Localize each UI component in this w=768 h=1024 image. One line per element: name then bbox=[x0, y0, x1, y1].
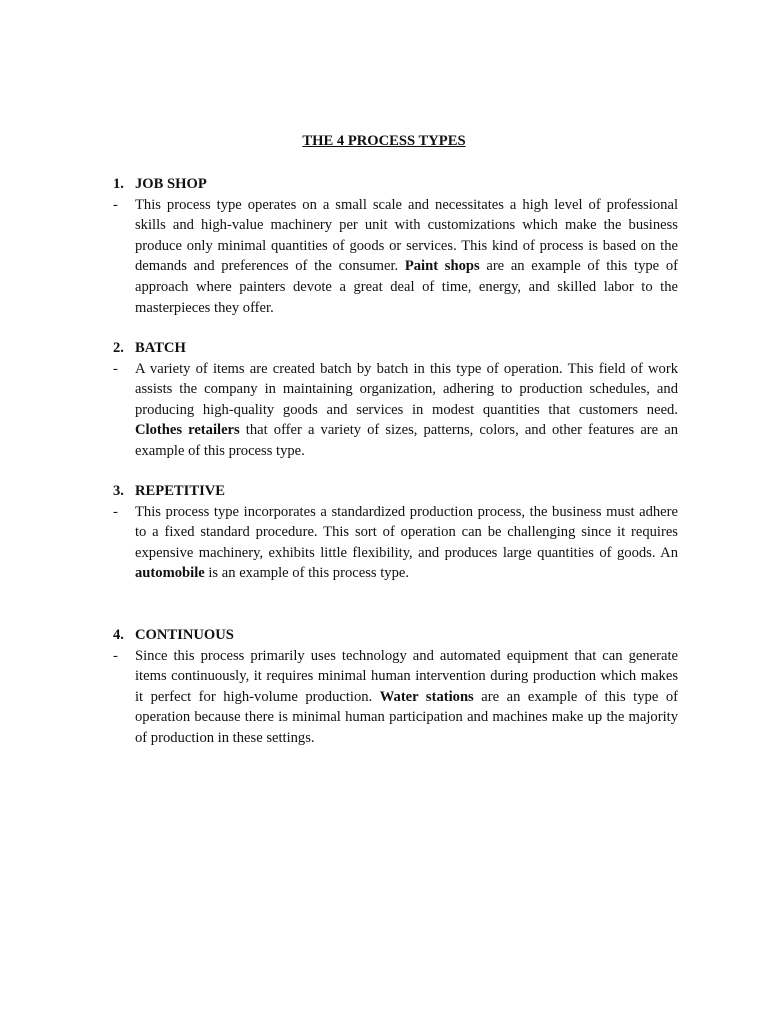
section-heading bbox=[113, 174, 678, 195]
paragraph-bold-term: Clothes retailers bbox=[135, 422, 240, 439]
paragraph-text: is an example of this process type. bbox=[204, 565, 409, 582]
section-paragraph bbox=[135, 502, 678, 584]
section-job-shop bbox=[113, 174, 678, 318]
section-body bbox=[113, 646, 678, 749]
section-number: 1. bbox=[113, 176, 124, 192]
section-paragraph bbox=[135, 359, 678, 462]
paragraph-text: that offer a variety of sizes, patterns, colors, and other features are an example of this process type. bbox=[135, 422, 679, 459]
section-number: 4. bbox=[113, 627, 124, 643]
section-heading bbox=[113, 625, 678, 646]
section-paragraph bbox=[135, 195, 678, 319]
paragraph-bold-term: Paint shops bbox=[404, 258, 480, 275]
section-body bbox=[113, 195, 678, 319]
dash-bullet: - bbox=[113, 360, 118, 377]
section-body bbox=[113, 359, 678, 462]
dash-bullet: - bbox=[113, 647, 118, 664]
section-repetitive bbox=[113, 481, 678, 584]
section-number: 3. bbox=[113, 483, 124, 499]
section-heading bbox=[113, 481, 678, 502]
section-title: CONTINUOUS bbox=[135, 627, 234, 643]
paragraph-bold-term: automobile bbox=[135, 565, 205, 582]
paragraph-text: are an example of this type of approach where painters devote a great deal of time, energy, and skilled labor to the masterpieces they offer. bbox=[135, 258, 678, 316]
section-paragraph bbox=[135, 646, 678, 749]
paragraph-text: This process type operates on a small scale and necessitates a high level of professional skills and high-value machinery per unit with customizations which make the business produce only minimal quantities of goods or services. This kind of process is based on the demands and preferences of the consumer. bbox=[135, 196, 678, 275]
paragraph-text: Since this process primarily uses technology and automated equipment that can generate items continuously, it requires minimal human intervention during production which makes it perfect for high-volume production. bbox=[135, 647, 678, 705]
dash-bullet: - bbox=[113, 503, 118, 520]
paragraph-bold-term: Water stations bbox=[379, 688, 474, 705]
paragraph-text: are an example of this type of operation because there is minimal human participation and machines make up the majority of production in these settings. bbox=[135, 688, 678, 746]
section-body bbox=[113, 502, 678, 584]
section-batch bbox=[113, 338, 678, 462]
document-title: THE 4 PROCESS TYPES bbox=[302, 133, 466, 149]
section-continuous bbox=[113, 625, 678, 749]
paragraph-text: This process type incorporates a standardized production process, the business must adhere to a fixed standard procedure. This sort of operation can be challenging since it requires expensive machinery, exhibits little flexibility, and produces large quantities of goods. An bbox=[135, 503, 678, 561]
section-heading bbox=[113, 338, 678, 359]
section-number: 2. bbox=[113, 340, 124, 356]
paragraph-text: A variety of items are created batch by batch in this type of operation. This field of work assists the company in maintaining organization, adhering to production schedules, and producing high-quality goods and services in modest quantities that customers need. bbox=[135, 360, 678, 418]
section-title: JOB SHOP bbox=[135, 176, 207, 192]
section-title: REPETITIVE bbox=[135, 483, 226, 499]
dash-bullet: - bbox=[113, 196, 118, 213]
section-title: BATCH bbox=[135, 340, 186, 356]
